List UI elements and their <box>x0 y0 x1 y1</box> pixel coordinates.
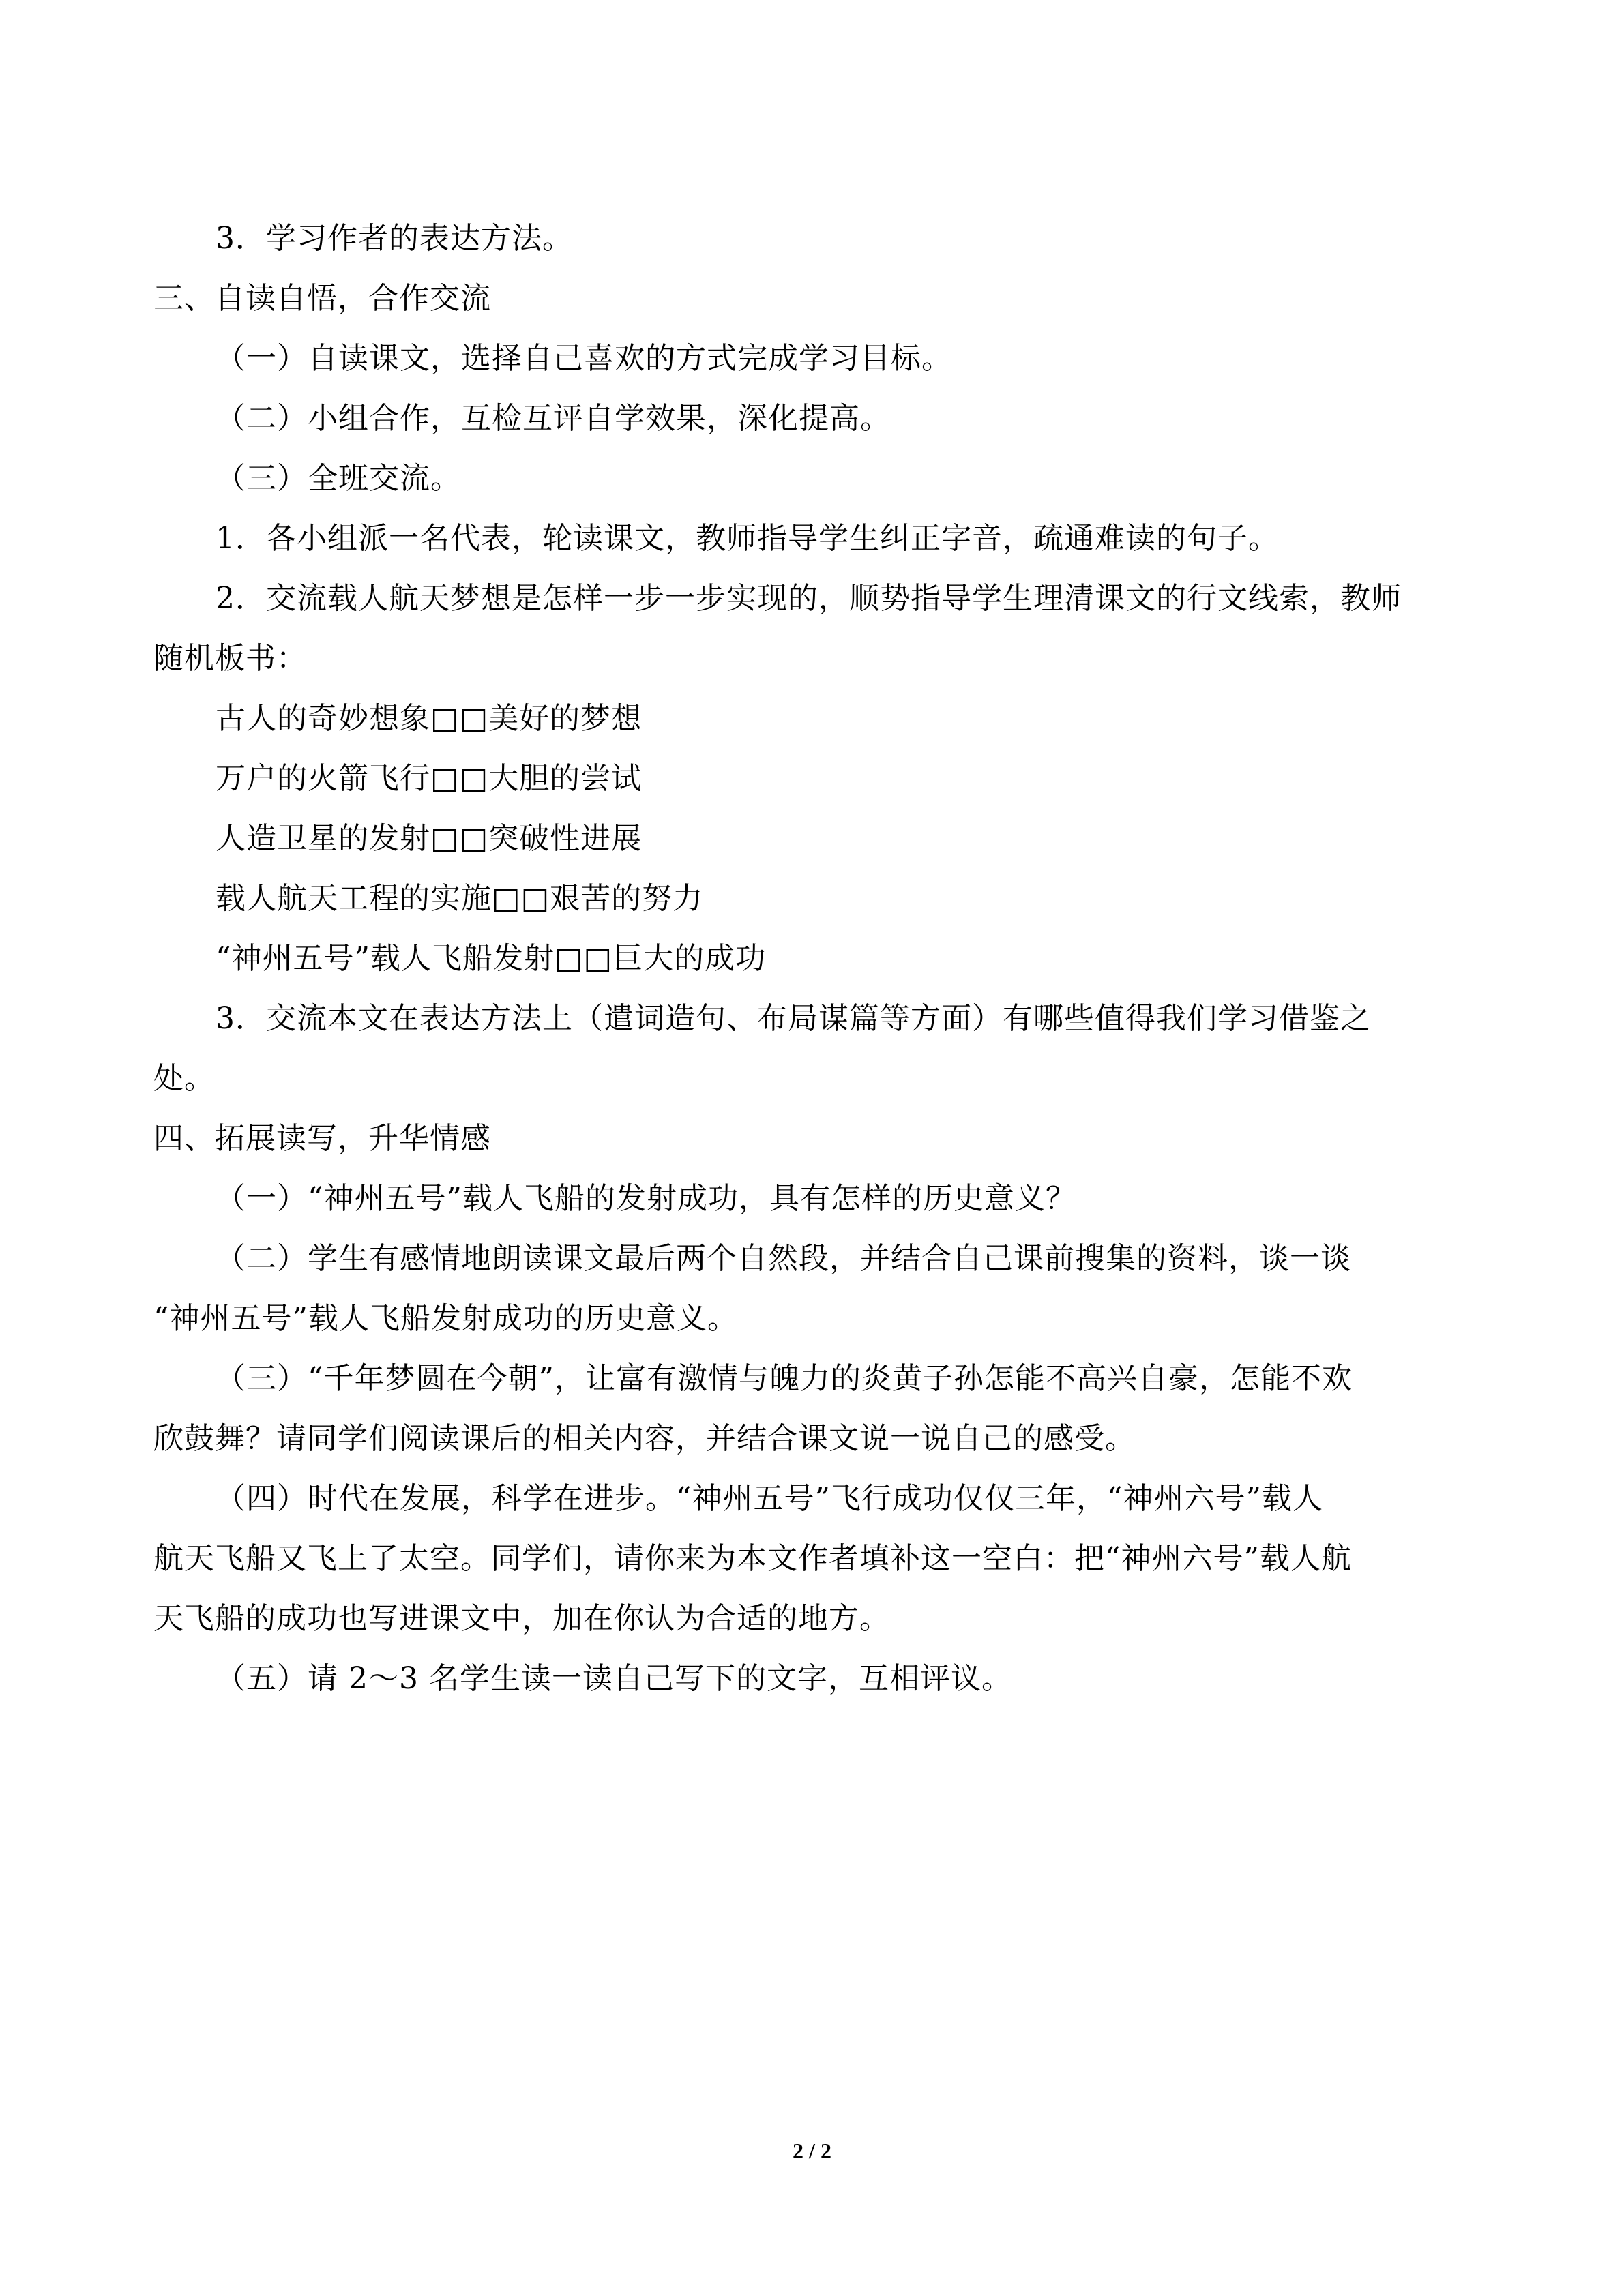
text-line: 处。 <box>153 1061 215 1096</box>
board-note-line: “神州五号”载人飞船发射□□巨大的成功 <box>216 941 767 976</box>
text-line: 3．学习作者的表达方法。 <box>216 221 573 256</box>
text-line: 欣鼓舞？请同学们阅读课后的相关内容，并结合课文说一说自己的感受。 <box>153 1421 1136 1456</box>
text-line: （五）请 2～3 名学生读一读自己写下的文字，互相评议。 <box>216 1661 1012 1696</box>
text-line: “神州五号”载人飞船发射成功的历史意义。 <box>153 1301 738 1336</box>
board-note-line: 人造卫星的发射□□突破性进展 <box>216 821 643 856</box>
text-line: （四）时代在发展，科学在进步。“神州五号”飞行成功仅仅三年，“神州六号”载人 <box>216 1481 1323 1516</box>
text-line: 航天飞船又飞上了太空。同学们，请你来为本文作者填补这一空白：把“神州六号”载人航 <box>153 1541 1352 1576</box>
text-line: 1．各小组派一名代表，轮读课文，教师指导学生纠正字音，疏通难读的句子。 <box>216 521 1279 556</box>
text-line: （二）小组合作，互检互评自学效果，深化提高。 <box>216 401 891 436</box>
text-line: 天飞船的成功也写进课文中，加在你认为合适的地方。 <box>153 1601 890 1636</box>
text-line: （三）“千年梦圆在今朝”，让富有激情与魄力的炎黄子孙怎能不高兴自豪，怎能不欢 <box>216 1361 1353 1396</box>
text-line: 2．交流载人航天梦想是怎样一步一步实现的，顺势指导学生理清课文的行文线索，教师 <box>216 581 1402 616</box>
page-number: 2 / 2 <box>793 2138 831 2163</box>
text-line: 3．交流本文在表达方法上（遣词造句、布局谋篇等方面）有哪些值得我们学习借鉴之 <box>216 1001 1371 1036</box>
text-line: 随机板书： <box>153 641 307 676</box>
text-line: （三）全班交流。 <box>216 461 461 496</box>
board-note-line: 古人的奇妙想象□□美好的梦想 <box>216 701 643 736</box>
section-heading: 三、自读自悟，合作交流 <box>153 281 491 316</box>
board-note-line: 万户的火箭飞行□□大胆的尝试 <box>216 761 643 796</box>
section-heading: 四、拓展读写，升华情感 <box>153 1121 491 1156</box>
text-line: （一）自读课文，选择自己喜欢的方式完成学习目标。 <box>216 341 952 376</box>
text-line: （一）“神州五号”载人飞船的发射成功，具有怎样的历史意义？ <box>216 1181 1076 1216</box>
text-line: （二）学生有感情地朗读课文最后两个自然段，并结合自己课前搜集的资料，谈一谈 <box>216 1241 1351 1276</box>
board-note-line: 载人航天工程的实施□□艰苦的努力 <box>216 881 704 916</box>
